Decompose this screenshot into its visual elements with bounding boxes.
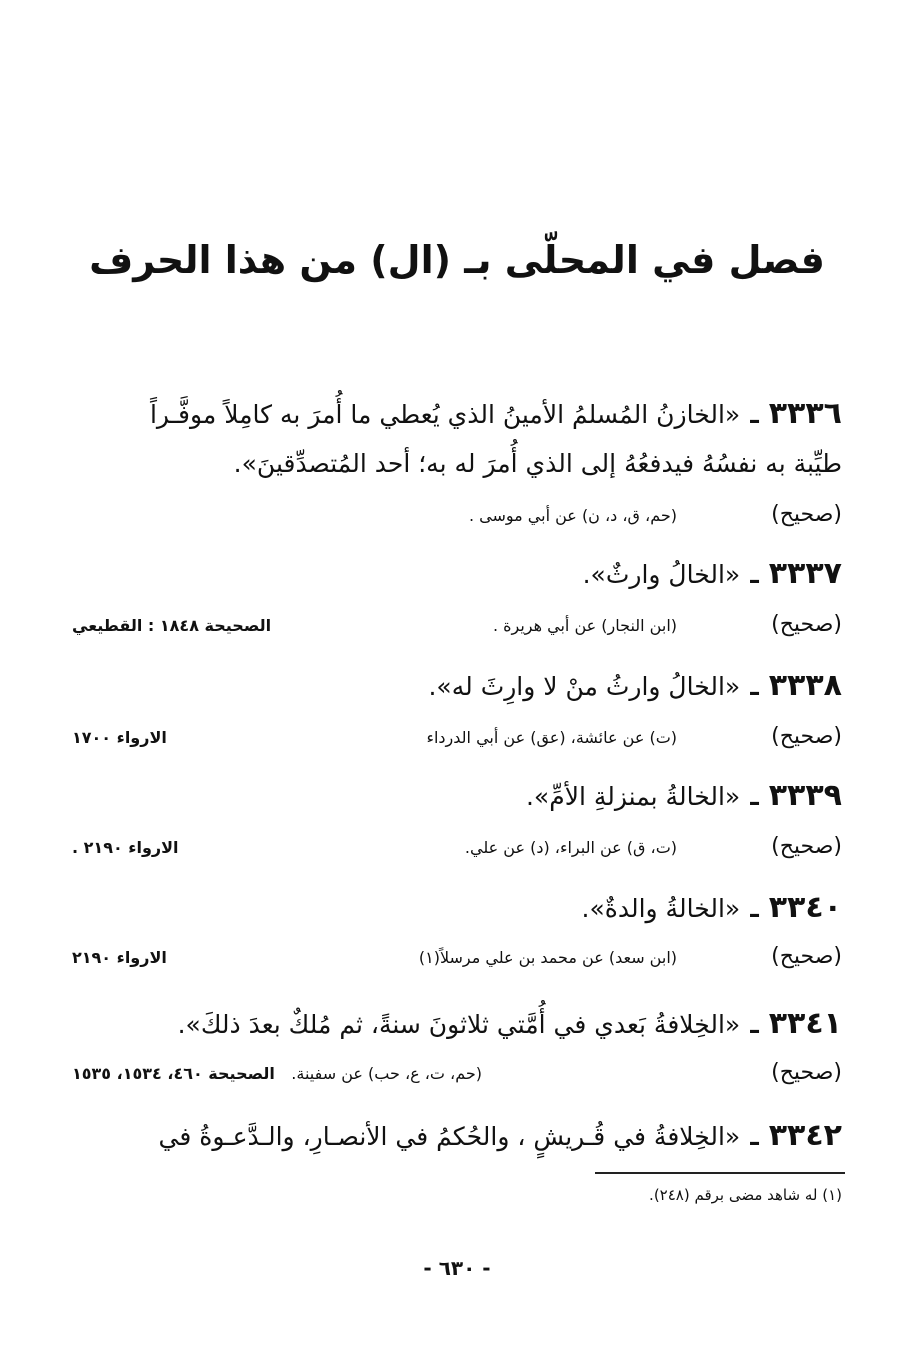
- hadith-number: ٣٣٤٢: [768, 1118, 842, 1153]
- source-citation: (حم، ت، ع، حب) عن سفينة.: [291, 1064, 482, 1083]
- chapter-title: فصل في المحلّى بـ (ال) من هذا الحرف: [89, 238, 825, 282]
- hadith-text: «الخالةُ والدةٌ».: [581, 894, 741, 923]
- hadith-3339-grading: [72, 834, 842, 868]
- grade-label: (صحيح): [771, 1060, 842, 1085]
- hadith-text: «الخالُ وارثٌ».: [582, 560, 741, 589]
- hadith-3336-line-1: ٣٣٣٦ـ«الخازنُ المُسلمُ الأمينُ الذي يُعطي ما أُمرَ به كامِلاً موفَّـراً: [149, 396, 842, 431]
- hadith-text: «الخالةُ بمنزلةِ الأمِّ».: [525, 782, 741, 811]
- hadith-number: ٣٣٤٠: [768, 890, 842, 925]
- hadith-text: «الخِلافةُ في قُـريشٍ ، والحُكمُ في الأنصـارِ، والـدَّعـوةُ في: [158, 1122, 741, 1151]
- hadith-3340-grading: [72, 944, 842, 978]
- page-number: - ٦٣٠ -: [423, 1256, 491, 1280]
- hadith-3339-line-1: ٣٣٣٩ـ«الخالةُ بمنزلةِ الأمِّ».: [525, 778, 842, 813]
- grade-label: (صحيح): [771, 834, 842, 859]
- reference-citation: الارواء ١٧٠٠: [72, 728, 167, 747]
- hadith-number: ٣٣٣٧: [768, 556, 842, 591]
- footnote-divider: [595, 1172, 845, 1174]
- hadith-3336-grading: [72, 502, 842, 536]
- grade-label: (صحيح): [771, 502, 842, 527]
- hadith-3338-line-1: ٣٣٣٨ـ«الخالُ وارثُ منْ لا وارِثَ له».: [428, 668, 842, 703]
- hadith-number: ٣٣٤١: [768, 1006, 842, 1041]
- hadith-3341-grading: [72, 1060, 842, 1094]
- footnote: (١) له شاهد مضى برقم (٢٤٨).: [649, 1186, 842, 1204]
- hadith-3338-grading: [72, 724, 842, 758]
- hadith-number: ٣٣٣٩: [768, 778, 842, 813]
- hadith-number: ٣٣٣٨: [768, 668, 842, 703]
- source-citation: (ابن سعد) عن محمد بن علي مرسلاً(١): [418, 948, 677, 967]
- hadith-text: «الخازنُ المُسلمُ الأمينُ الذي يُعطي ما أُمرَ به كامِلاً موفَّـراً: [149, 400, 741, 429]
- source-citation: (حم، ق، د، ن) عن أبي موسى .: [468, 506, 677, 525]
- source-citation: (ابن النجار) عن أبي هريرة .: [492, 616, 677, 635]
- grade-label: (صحيح): [771, 612, 842, 637]
- source-citation: (ت، ق) عن البراء، (د) عن علي.: [464, 838, 677, 857]
- reference-citation: الارواء ٢١٩٠: [72, 948, 167, 967]
- hadith-number: ٣٣٣٦: [768, 396, 842, 431]
- hadith-text: «الخِلافةُ بَعدي في أُمَّتي ثلاثونَ سنةً، ثم مُلكٌ بعدَ ذلكَ».: [177, 1010, 741, 1039]
- hadith-3341-line-1: ٣٣٤١ـ«الخِلافةُ بَعدي في أُمَّتي ثلاثونَ سنةً، ثم مُلكٌ بعدَ ذلكَ».: [177, 1006, 842, 1041]
- source-citation: (ت) عن عائشة، (عق) عن أبي الدرداء: [426, 728, 677, 747]
- hadith-3337-grading: [72, 612, 842, 646]
- reference-citation: الصحيحة ١٨٤٨ : القطيعي: [72, 616, 272, 635]
- grade-label: (صحيح): [771, 724, 842, 749]
- hadith-3337-line-1: ٣٣٣٧ـ«الخالُ وارثٌ».: [582, 556, 842, 591]
- hadith-text: طيِّبة به نفسُهُ فيدفعُهُ إلى الذي أُمرَ له به؛ أحد المُتصدِّقينَ».: [233, 449, 842, 478]
- hadith-3342-line-1: ٣٣٤٢ـ«الخِلافةُ في قُـريشٍ ، والحُكمُ في الأنصـارِ، والـدَّعـوةُ في: [158, 1118, 842, 1153]
- hadith-3336-line-2: [72, 446, 842, 482]
- hadith-text: «الخالُ وارثُ منْ لا وارِثَ له».: [428, 672, 741, 701]
- hadith-3340-line-1: ٣٣٤٠ـ«الخالةُ والدةٌ».: [581, 890, 842, 925]
- grade-label: (صحيح): [771, 944, 842, 969]
- reference-citation: الارواء ٢١٩٠ .: [72, 838, 179, 857]
- reference-citation: الصحيحة ٤٦٠، ١٥٣٤، ١٥٣٥: [72, 1064, 275, 1083]
